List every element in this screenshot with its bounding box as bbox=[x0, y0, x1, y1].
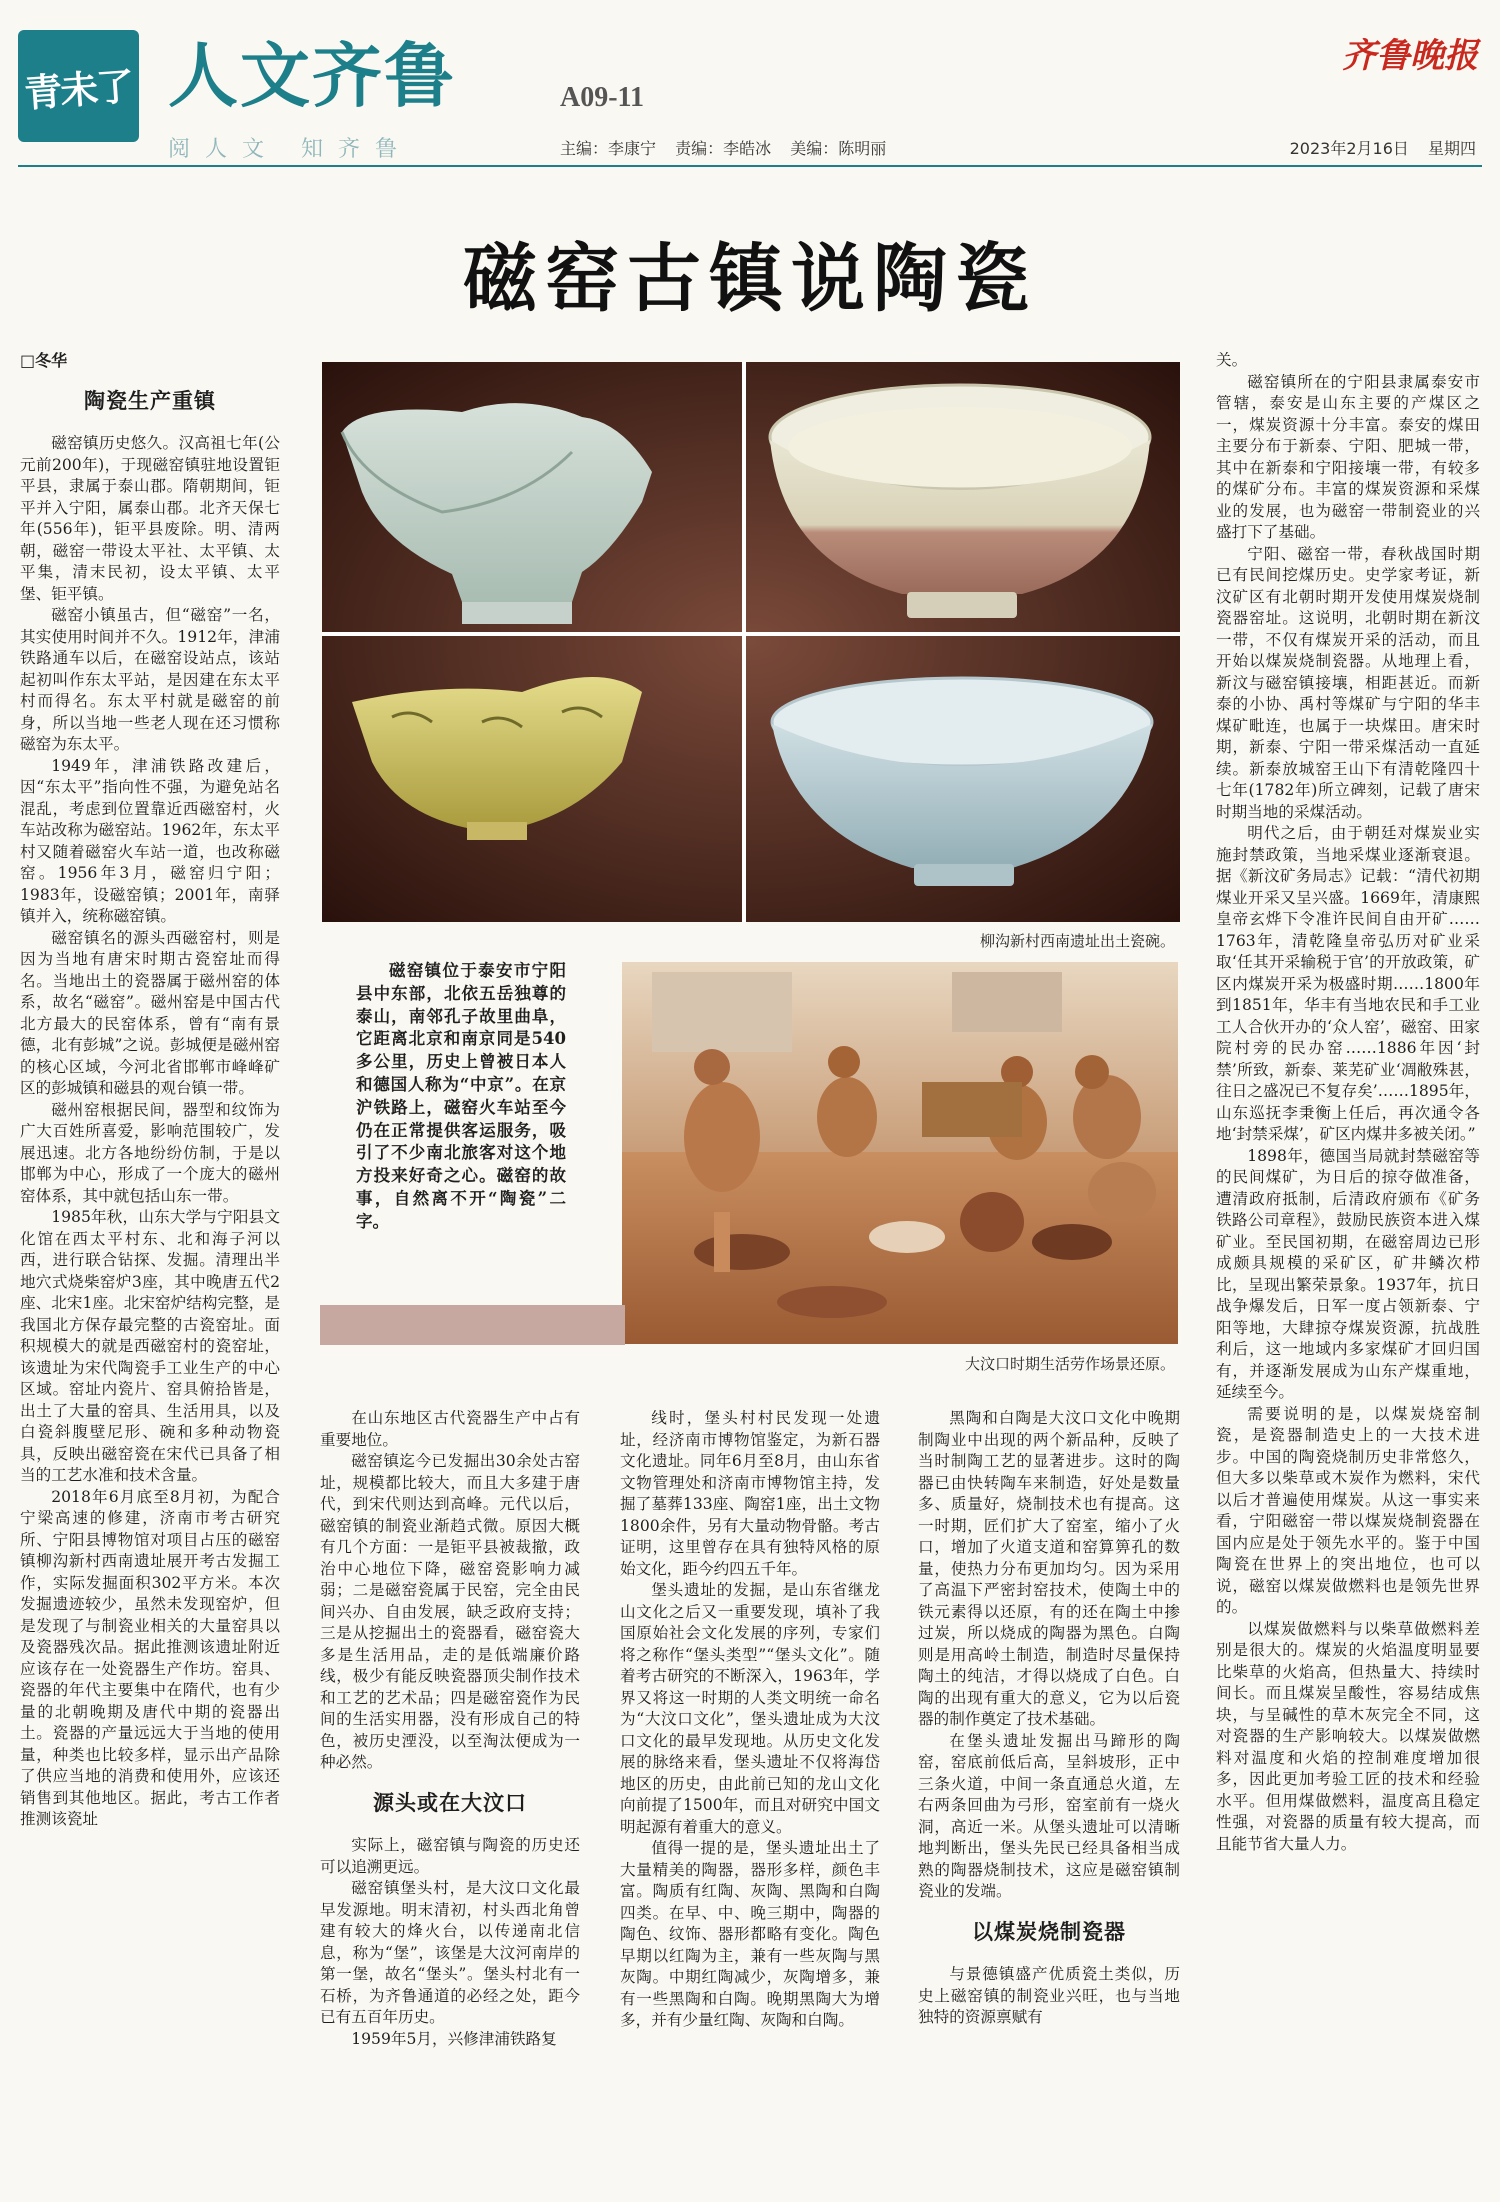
masthead-divider bbox=[18, 165, 1482, 167]
paragraph: 在山东地区古代瓷器生产中占有重要地位。 bbox=[320, 1409, 580, 1449]
paragraph: 磁窑镇名的源头西磁窑村，则是因为当地有唐宋时期古瓷窑址而得名。当地出土的瓷器属于磁州窑的体系，故名“磁窑”。磁州窑是中国古代北方最大的民窑体系，曾有“南有景德，北有彭城”之说。彭城便是磁州窑的核心区域，今河北省邯郸市峰峰矿区的彭城镇和磁县的观台镇一带。 bbox=[20, 928, 280, 1097]
paragraph: 磁窑镇堡头村，是大汶口文化最早发源地。明末清初，村头西北角曾建有较大的烽火台，以传递南北信息，称为“堡”，该堡是大汶河南岸的第一堡，故名“堡头”。堡头村北有一石桥，为齐鲁通道的必经之处，距今已有五百年历史。 bbox=[320, 1879, 580, 2026]
paragraph: 值得一提的是，堡头遗址出土了大量精美的陶器，器形多样，颜色丰富。陶质有红陶、灰陶、黑陶和白陶四类。在早、中、晚三期中，陶器的陶色、纹饰、器形都略有变化。陶色早期以红陶为主，兼有一些灰陶与黑灰陶。中期红陶减少，灰陶增多，兼有一些黑陶和白陶。晚期黑陶大为增多，并有少量红陶、灰陶和白陶。 bbox=[620, 1839, 880, 2029]
paragraph: 1898年，德国当局就封禁磁窑等的民间煤矿，为日后的掠夺做准备，遭清政府抵制，后清政府颁布《矿务铁路公司章程》，鼓励民族资本进入煤矿业。至民国初期，在磁窑周边已形成颇具规模的采矿区，矿井鳞次栉比，呈现出繁荣景象。1937年，抗日战争爆发后，日军一度占领新泰、宁阳等地，大肆掠夺煤炭资源，抗战胜利后，这一地域内多家煤矿才回归国有，并逐渐发展成为山东产煤重地，延续至今。 bbox=[1216, 1146, 1480, 1401]
photo-caption-bowls: 柳沟新村西南遗址出土瓷碗。 bbox=[979, 932, 1175, 950]
byline: □冬华 bbox=[20, 351, 68, 370]
section-heading-1: 陶瓷生产重镇 bbox=[84, 387, 216, 413]
weekday-text: 星期四 bbox=[1427, 139, 1476, 158]
editor-credit: 主编：李康宁 bbox=[560, 139, 657, 158]
paragraph: 黑陶和白陶是大汶口文化中晚期制陶业中出现的两个新品种，反映了当时制陶工艺的显著进步。这时的陶器已由快转陶车来制造，好处是数量多、质量好，烧制技术也有提高。这一时期，匠们扩大了窑室，缩小了火口，增加了火道支道和窑算箅孔的数量，使热力分布更加均匀。因为采用了高温下严密封窑技术，使陶土中的铁元素得以还原，有的还在陶土中掺过炭，所以烧成的陶器为黑色。白陶则是用高岭土制造，制造时尽量保持陶土的纯洁，才得以烧成了白色。白陶的出现有重大的意义，它为以后瓷器的制作奠定了技术基础。 bbox=[918, 1409, 1180, 1728]
photo-porcelain-bowls bbox=[322, 362, 1180, 922]
designer-credit: 美编：陈明丽 bbox=[790, 139, 887, 158]
paragraph: 2018年6月底至8月初，为配合宁梁高速的修建，济南市考古研究所、宁阳县博物馆对项目占压的磁窑镇柳沟新村西南遗址展开考古发掘工作，实际发掘面积302平方米。本次发掘遗迹较少，虽然未发现窑炉，但是发现了与制瓷业相关的大量窑具以及瓷器残次品。据此推测该遗址附近应该存在一处瓷器生产作坊。窑具、瓷器的年代主要集中在隋代，也有少量的北朝晚期及唐代中期的瓷器出土。瓷器的产量远远大于当地的使用量，种类也比较多样，显示出产品除了供应当地的消费和使用外，应该还销售到其他地区。据此，考古工作者推测该瓷址 bbox=[20, 1487, 280, 1828]
paragraph: 以煤炭做燃料与以柴草做燃料差别是很大的。煤炭的火焰温度明显要比柴草的火焰高，但热量大、持续时间长。而且煤炭呈酸性，容易结成焦块，与呈碱性的草木灰完全不同，这对瓷器的生产影响较大。以煤炭做燃料对温度和火焰的控制难度增加很多，因此更加考验工匠的技术和经验水平。但用煤做燃料，温度高且稳定性强，对瓷器的质量有较大提高，而且能节省大量人力。 bbox=[1216, 1619, 1480, 1853]
paragraph: 线时，堡头村村民发现一处遗址，经济南市博物馆鉴定，为新石器文化遗址。同年6月至8月，由山东省文物管理处和济南市博物馆主持，发掘了墓葬133座、陶窑1座，出土文物1800余件，另有大量动物骨骼。考古证明，这里曾存在具有独特风格的原始文化，距今约四五千年。 bbox=[620, 1409, 880, 1578]
newspaper-brand: 齐鲁晚报 bbox=[1342, 36, 1478, 76]
bowls-illustration bbox=[322, 362, 1180, 922]
column-1 bbox=[20, 350, 280, 2190]
paragraph: 磁窑镇迄今已发掘出30余处古窑址，规模都比较大，而且大多建于唐代，到宋代则达到高峰。元代以后，磁窑镇的制瓷业渐趋式微。原因大概有几个方面：一是钜平县被裁撤，政治中心地位下降，磁窑瓷影响力减弱；二是磁窑瓷属于民窑，完全由民间兴办、自由发展，缺乏政府支持；三是从挖掘出土的瓷器看，磁窑瓷大多是生活用品，走的是低端廉价路线，极少有能反映瓷器顶尖制作技术和工艺的艺术品；四是磁窑瓷作为民间的生活实用器，没有形成自己的特色，被历史湮没，以至淘汰便成为一种必然。 bbox=[320, 1452, 580, 1771]
paragraph: 实际上，磁窑镇与陶瓷的历史还可以追溯更远。 bbox=[320, 1836, 580, 1876]
paragraph: 宁阳、磁窑一带，春秋战国时期已有民间挖煤历史。史学家考证，新汶矿区有北朝时期开发使用煤炭烧制瓷器窑址。这说明，北朝时期在新汶一带，不仅有煤炭开采的活动，而且开始以煤炭烧制瓷器。从地理上看，新汶与磁窑镇接壤，相距甚近。而新泰的小协、禹村等煤矿与宁阳的华丰煤矿毗连，也属于一块煤田。唐宋时期，新泰、宁阳一带采煤活动一直延续。新泰放城窑王山下有清乾隆四十七年(1782年)所立碑刻，记载了唐宋时期当地的采煤活动。 bbox=[1216, 544, 1480, 821]
paragraph: 关。 bbox=[1216, 351, 1248, 369]
pull-quote: 磁窑镇位于泰安市宁阳县中东部，北依五岳独尊的泰山，南邻孔子故里曲阜，它距离北京和南京同是540多公里，历史上曾被日本人和德国人称为“中京”。在京沪铁路上，磁窑火车站至今仍在正常提供客运服务，吸引了不少南北旅客对这个地方投来好奇之心。磁窑的故事，自然离不开“陶瓷”二字。 bbox=[356, 961, 566, 1231]
article-headline: 磁窑古镇说陶瓷 bbox=[463, 236, 1037, 322]
paragraph: 明代之后，由于朝廷对煤炭业实施封禁政策，当地采煤业逐渐衰退。据《新汶矿务局志》记载：“清代初期煤业开采又呈兴盛。1669年，清康熙皇帝玄烨下令准许民间自由开矿……1763年，清乾隆皇帝弘历对矿业采取‘任其开采输税于官’的开放政策，矿区内煤炭开采为极盛时期……1800年到1851年，华丰有当地农民和手工业工人合伙开办的‘众人窑’，磁窑、田家院村旁的民办窑……1886年因‘封禁’所致，新泰、莱芜矿业‘凋敝殊甚，往日之盛况已不复存矣’……1895年，山东巡抚李秉衡上任后，再次通令各地‘封禁采煤’，矿区内煤井多被关闭。” bbox=[1216, 824, 1480, 1143]
paragraph: 磁窑镇所在的宁阳县隶属泰安市管辖，泰安是山东主要的产煤区之一，煤炭资源十分丰富。泰安的煤田主要分布于新泰、宁阳、肥城一带，其中在新泰和宁阳接壤一带，有较多的煤矿分布。丰富的煤炭资源和采煤业的发展，也为磁窑一带制瓷业的兴盛打下了基础。 bbox=[1216, 372, 1480, 541]
section-title: 人文齐鲁 bbox=[168, 34, 456, 117]
column-5 bbox=[1216, 350, 1480, 2190]
paragraph: 磁窑镇历史悠久。汉高祖七年(公元前200年)，于现磁窑镇驻地设置钜平县，隶属于泰山郡。隋朝期间，钜平并入宁阳，属泰山郡。北齐天保七年(556年)，钜平县废除。明、清两朝，磁窑一带设太平社、太平镇、太平集，清末民初，设太平镇、太平堡、钜平镇。 bbox=[20, 434, 280, 603]
paragraph: 堡头遗址的发掘，是山东省继龙山文化之后又一重要发现，填补了我国原始社会文化发展的序列，专家们将之称作“堡头类型”“堡头文化”。随着考古研究的不断深入，1963年，学界又将这一时期的人类文明统一命名为“大汶口文化”，堡头遗址成为大汶口文化的最早发现地。从历史文化发展的脉络来看，堡头遗址不仅将海岱地区的历史，由此前已知的龙山文化向前提了1500年，而且对研究中国文明起源有着重大的意义。 bbox=[620, 1581, 880, 1836]
photo-dawenkou-diorama bbox=[622, 962, 1178, 1344]
paragraph: 1959年5月，兴修津浦铁路复 bbox=[351, 2029, 557, 2048]
column-3 bbox=[620, 1408, 880, 2188]
editor-credits bbox=[560, 136, 900, 159]
section-slogan: 阅人文 知齐鲁 bbox=[168, 137, 412, 162]
date-text: 2023年2月16日 bbox=[1289, 139, 1409, 158]
diorama-illustration bbox=[622, 962, 1178, 1344]
photo-caption-diorama: 大汶口时期生活劳作场景还原。 bbox=[964, 1355, 1175, 1373]
section-heading-2: 源头或在大汶口 bbox=[373, 1789, 527, 1815]
paragraph: 需要说明的是，以煤炭烧窑制瓷，是瓷器制造史上的一大技术进步。中国的陶瓷烧制历史非常悠久，但大多以柴草或木炭作为燃料，宋代以后才普遍使用煤炭。从这一事实来看，宁阳磁窑一带以煤炭烧制瓷器在国内应是处于领先水平的。鉴于中国陶瓷在世界上的突出地位，也可以说，磁窑以煤炭做燃料也是领先世界的。 bbox=[1216, 1404, 1480, 1616]
logo-text: 青未了 bbox=[23, 63, 135, 116]
paragraph: 磁州窑根据民间，器型和纹饰为广大百姓所喜爱，影响范围较广，发展迅速。北方各地纷纷仿制，于是以邯郸为中心，形成了一个庞大的磁州窑体系，其中就包括山东一带。 bbox=[20, 1100, 280, 1205]
paragraph: 1985年秋，山东大学与宁阳县文化馆在西太平村东、北和海子河以西，进行联合钻探、发掘。清理出半地穴式烧柴窑炉3座，其中晚唐五代2座、北宋1座。北宋窑炉结构完整，是我国北方保存最完整的古瓷窑址。面积规模大的就是西磁窑村的瓷窑址，该遗址为宋代陶瓷手工业生产的中心区域。窑址内瓷片、窑具俯拾皆是，出土了大量的窑具、生活用具，以及白瓷斜腹壁尼形、碗和多种动物瓷具，反映出磁窑瓷在宋代已具备了相当的工艺水准和技术含量。 bbox=[20, 1208, 280, 1484]
column-4 bbox=[918, 1408, 1180, 2188]
paragraph: 磁窑小镇虽古，但“磁窑”一名，其实使用时间并不久。1912年，津浦铁路通车以后，在磁窑设站点，该站起初叫作东太平站，是因建在东太平村而得名。东太平村就是磁窑的前身，所以当地一些老人现在还习惯称磁窑为东太平。 bbox=[20, 606, 280, 753]
pull-quote-band bbox=[320, 1305, 625, 1345]
reviewer-credit: 责编：李皓冰 bbox=[675, 139, 772, 158]
section-heading-3: 以煤炭烧制瓷器 bbox=[972, 1918, 1126, 1944]
page-code: A09-11 bbox=[560, 82, 644, 113]
paragraph: 与景德镇盛产优质瓷土类似，历史上磁窑镇的制瓷业兴旺，也与当地独特的资源禀赋有 bbox=[918, 1965, 1180, 2026]
paragraph: 1949年，津浦铁路改建后，因“东太平”指向性不强，为避免站名混乱，考虑到位置靠近西磁窑村，火车站改称为磁窑站。1962年，东太平村又随着磁窑火车站一道，也改称磁窑。1956年3月，磁窑归宁阳；1983年，设磁窑镇；2001年，南驿镇并入，统称磁窑镇。 bbox=[20, 756, 280, 925]
column-2 bbox=[320, 1408, 580, 2188]
paragraph: 在堡头遗址发掘出马蹄形的陶窑，窑底前低后高，呈斜坡形，正中三条火道，中间一条直通总火道，左右两条回曲为弓形，窑室前有一烧火洞，高近一米。从堡头遗址可以清晰地判断出，堡头先民已经具备相当成熟的陶器烧制技术，这应是磁窑镇制瓷业的发端。 bbox=[918, 1731, 1180, 1900]
section-logo bbox=[18, 30, 139, 142]
issue-date bbox=[1290, 136, 1476, 159]
